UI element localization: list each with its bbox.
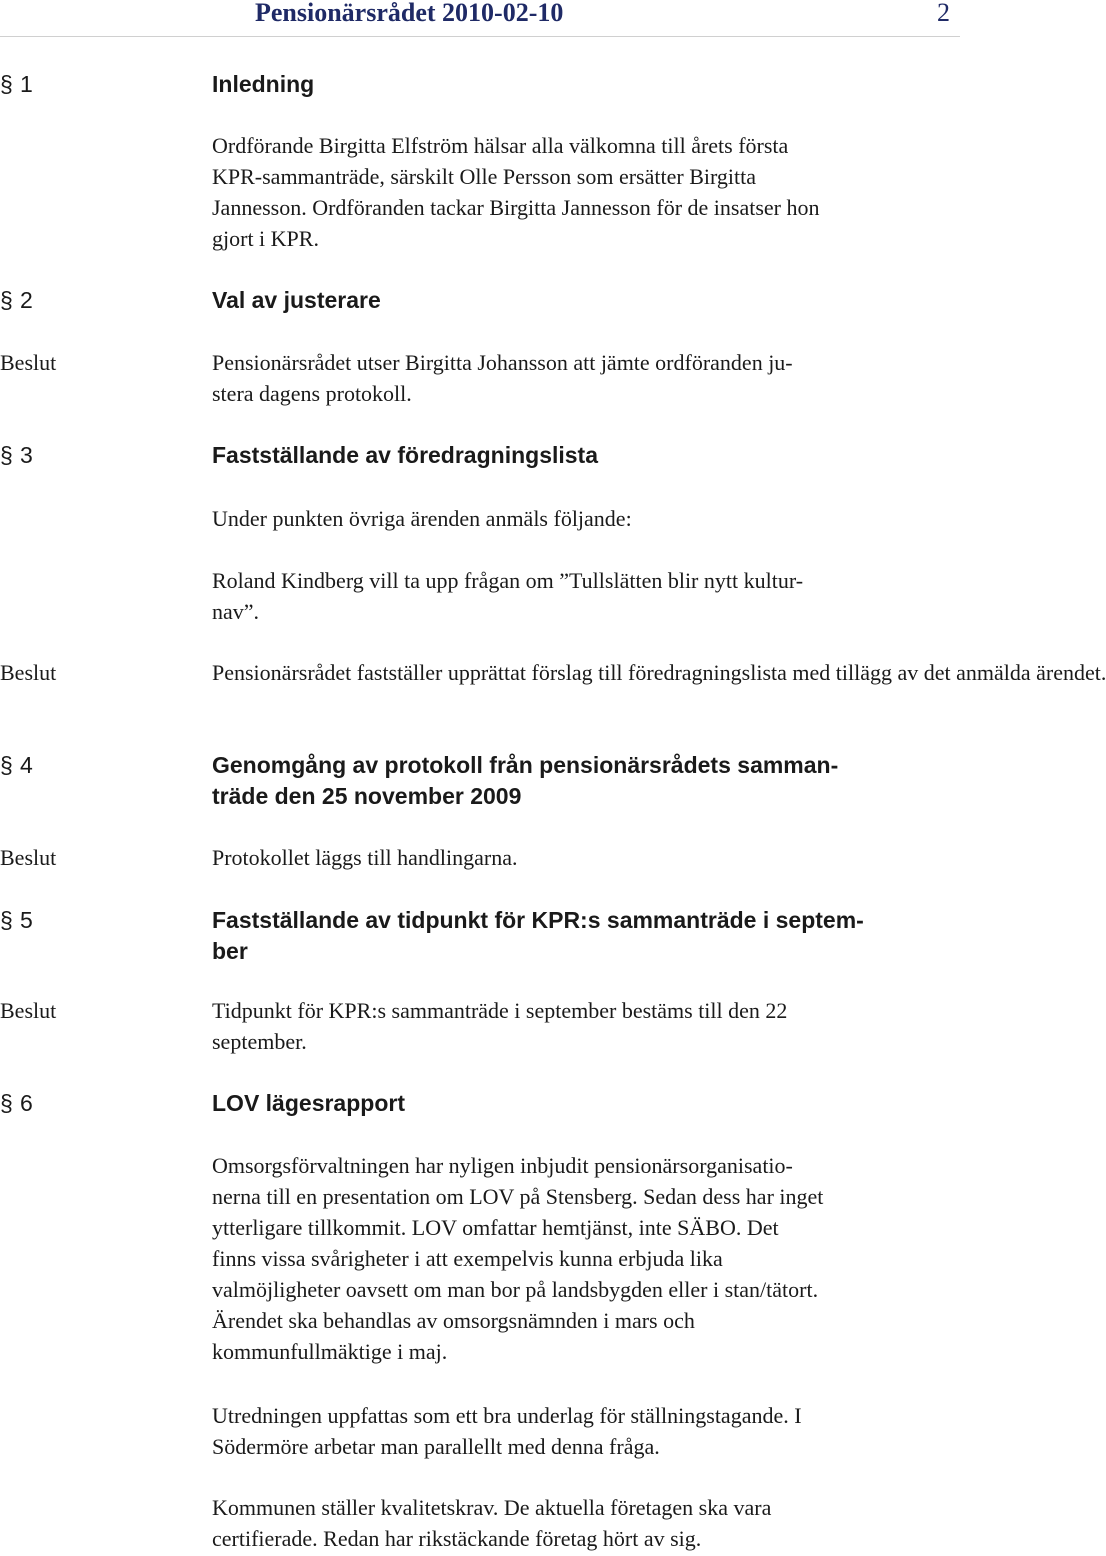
section-3-body-2: Roland Kindberg vill ta upp frågan om ”Tullslätten blir nytt kultur- nav”. xyxy=(212,568,804,624)
section-number: 6 xyxy=(20,1090,33,1116)
section-2-decision: Pensionärsrådet utser Birgitta Johansson att jämte ordföranden ju- stera dagens protokoll. xyxy=(212,350,793,406)
section-number: 1 xyxy=(20,71,33,97)
beslut-label: Beslut xyxy=(0,998,57,1023)
section-4-decision: Protokollet läggs till handlingarna. xyxy=(212,845,518,870)
section-sign: § xyxy=(0,907,13,933)
section-number: 4 xyxy=(20,752,33,778)
section-sign: § xyxy=(0,752,13,778)
beslut-label: Beslut xyxy=(0,350,57,375)
header-divider xyxy=(0,36,960,37)
section-number: 3 xyxy=(20,442,33,468)
section-sign: § xyxy=(0,287,13,313)
section-title: Val av justerare xyxy=(212,287,381,313)
document-title: Pensionärsrådet 2010-02-10 xyxy=(255,0,564,27)
section-title: LOV lägesrapport xyxy=(212,1090,405,1116)
section-3-body-1: Under punkten övriga ärenden anmäls följande: xyxy=(212,506,632,531)
section-6-body-1: Omsorgsförvaltningen har nyligen inbjudit pensionärsorganisatio- nerna till en presentation om LOV på Stensberg. Sedan dess har inget ytterligare tillkommit. LOV omfattar hemtjänst, inte SÄBO. Det finns vissa svårigheter i att exempelvis kunna erbjuda lika valmöjligheter oavsett om man bor på landsbygden eller i stan/tätort. Ärendet ska behandlas av omsorgsnämnden i mars och kommunfullmäktige i maj. xyxy=(212,1153,824,1364)
section-3-decision: Pensionärsrådet fastställer upprättat förslag till föredragningslista med tillägg av det anmälda ärendet. xyxy=(212,660,1106,685)
section-sign: § xyxy=(0,71,13,97)
section-6-body-3: Kommunen ställer kvalitetskrav. De aktuella företagen ska vara certifierade. Redan har rikstäckande företag hört av sig. xyxy=(212,1495,772,1551)
section-sign: § xyxy=(0,1090,13,1116)
section-title: Fastställande av föredragningslista xyxy=(212,442,599,468)
section-6-body-2: Utredningen uppfattas som ett bra underlag för ställningstagande. I Södermöre arbetar man parallellt med denna fråga. xyxy=(212,1403,802,1459)
beslut-label: Beslut xyxy=(0,660,57,685)
section-5-decision: Tidpunkt för KPR:s sammanträde i september bestäms till den 22 september. xyxy=(212,998,788,1054)
section-number: 2 xyxy=(20,287,33,313)
section-title: Fastställande av tidpunkt för KPR:s sammanträde i septem- ber xyxy=(212,907,864,964)
section-title: Inledning xyxy=(212,71,315,97)
section-sign: § xyxy=(0,442,13,468)
section-title: Genomgång av protokoll från pensionärsrådets samman- träde den 25 november 2009 xyxy=(212,752,839,809)
page-number: 2 xyxy=(937,0,950,27)
section-1-body: Ordförande Birgitta Elfström hälsar alla välkomna till årets första KPR-sammanträde, särskilt Olle Persson som ersätter Birgitta Jannesson. Ordföranden tackar Birgitta Jannesson för de insatser hon gjort i KPR. xyxy=(212,133,820,251)
section-number: 5 xyxy=(20,907,33,933)
beslut-label: Beslut xyxy=(0,845,57,870)
